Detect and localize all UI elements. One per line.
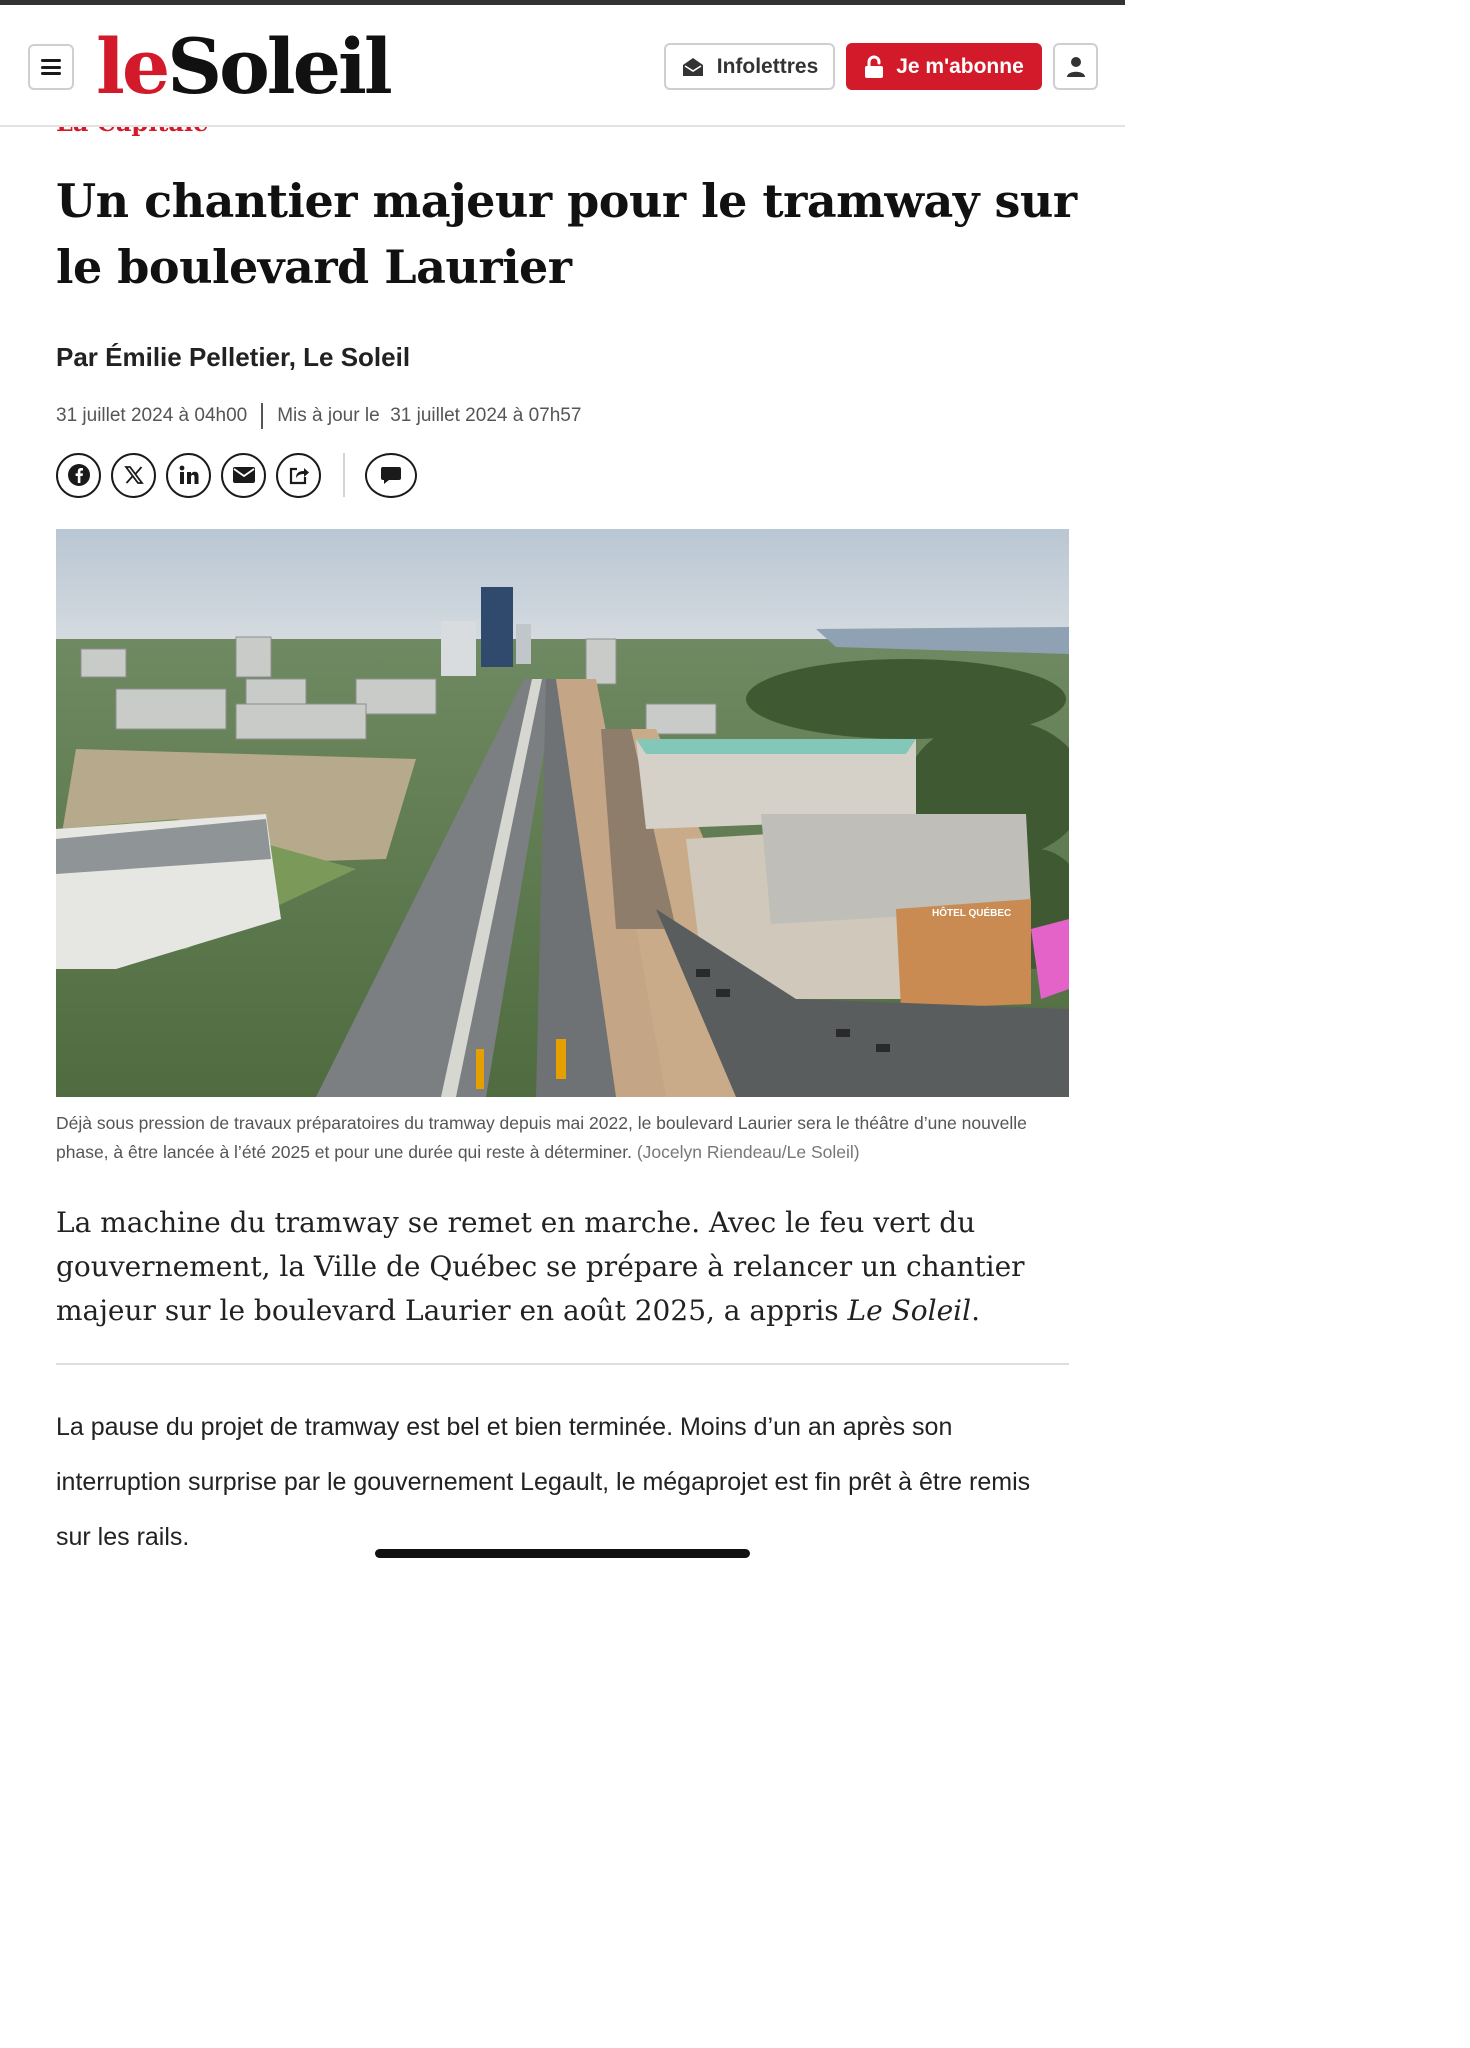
article-paragraph: La pause du projet de tramway est bel et bien terminée. Moins d’un an après son interruption surprise par le gouvernement Legault, le mégaprojet est fin prêt à être remis sur les rails. [56,1413,1031,1551]
date-separator [261,403,263,429]
comment-icon [380,465,402,485]
logo-le: le [96,22,168,111]
photo-sign: HÔTEL QUÉBEC [932,908,1012,919]
user-icon [1066,56,1086,78]
account-button[interactable] [1053,43,1098,90]
lede-publication: Le Soleil [847,1294,972,1327]
unlock-icon [864,55,884,79]
x-icon [124,465,144,485]
share-icon [288,464,310,486]
article-dates [56,403,581,429]
subscribe-label: Je m'abonne [896,54,1024,78]
article-lede [56,1201,1069,1333]
site-header [0,5,1125,127]
share-email-button[interactable] [221,453,266,498]
hamburger-icon [41,59,61,75]
share-more-button[interactable] [276,453,321,498]
home-indicator[interactable] [375,1549,750,1558]
aerial-photo-illustration [56,529,1069,1097]
article-byline: Par Émilie Pelletier, Le Soleil [56,342,411,372]
photo-caption [56,1109,1069,1167]
newsletters-button[interactable] [664,43,835,90]
lede-divider [56,1363,1069,1365]
facebook-icon [67,463,91,487]
published-date: 31 juillet 2024 à 04h00 [56,405,248,426]
updated-date: Mis à jour le 31 juillet 2024 à 07h57 [277,405,582,426]
comments-button[interactable] [365,453,417,498]
share-linkedin-button[interactable] [166,453,211,498]
share-x-button[interactable] [111,453,156,498]
menu-button[interactable] [28,44,74,90]
share-facebook-button[interactable] [56,453,101,498]
photo-credit: (Jocelyn Riendeau/Le Soleil) [636,1142,860,1162]
site-logo[interactable] [96,22,390,111]
lede-end: . [971,1294,980,1327]
newsletters-label: Infolettres [716,54,819,78]
article-headline: Un chantier majeur pour le tramway sur le boulevard Laurier [56,174,1077,294]
linkedin-icon [178,464,200,486]
caption-text: Déjà sous pression de travaux préparatoires du tramway depuis mai 2022, le boulevard Laurier sera le théâtre d’une nouvelle phase, à être lancée à l’été 2025 et pour une durée qui reste à déterminer. [56,1113,1027,1162]
logo-soleil: Soleil [167,22,390,111]
lede-main: La machine du tramway se remet en marche. Avec le feu vert du gouvernement, la Ville de Québec se prépare à relancer un chantier majeur sur le boulevard Laurier en août 2025, a appris [56,1206,1025,1327]
article-photo[interactable] [56,529,1069,1097]
subscribe-button[interactable] [846,43,1042,90]
email-icon [232,466,256,484]
envelope-open-icon [681,56,705,78]
share-bar [56,452,417,498]
share-divider [343,453,345,497]
